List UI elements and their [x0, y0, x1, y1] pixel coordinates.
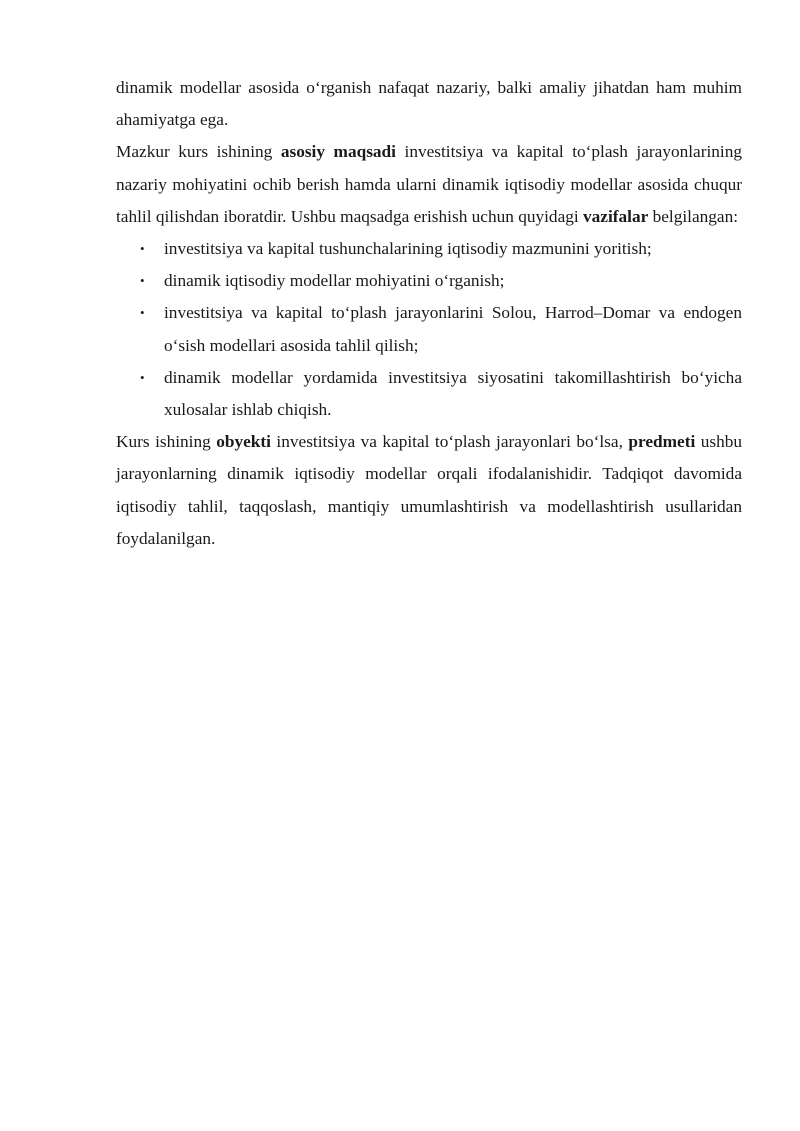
- bullet-icon: •: [140, 305, 145, 321]
- bullet-icon: •: [140, 241, 145, 257]
- paragraph-text: investitsiya va kapital to‘plash jarayonlari bo‘lsa,: [270, 432, 629, 452]
- list-item: [116, 265, 742, 297]
- document-page: [116, 72, 742, 555]
- list-item-text: investitsiya va kapital tushunchalarining iqtisodiy mazmunini yoritish;: [164, 239, 652, 259]
- paragraph-text: ushbu jarayonlarning dinamik iqtisodiy modellar orqali ifodalanishidir. Tadqiqot davomida iqtisodiy tahlil, taqqoslash, mantiqiy umumlashtirish va modellashtirish usullaridan foydalanilgan.: [116, 432, 743, 548]
- list-item: [116, 233, 742, 265]
- emphasis-object: obyekti: [216, 432, 271, 452]
- paragraph-text: Mazkur kurs ishining: [116, 142, 281, 162]
- bullet-icon: •: [140, 273, 145, 289]
- list-item-text: dinamik modellar yordamida investitsiya siyosatini takomillashtirish bo‘yicha xulosalar ishlab chiqish.: [164, 367, 742, 420]
- emphasis-main-goal: asosiy maqsadi: [280, 142, 396, 162]
- bullet-icon: •: [140, 369, 145, 385]
- paragraph-text: investitsiya va kapital to‘plash jarayonlarining nazariy mohiyatini ochib berish hamda ularni dinamik iqtisodiy modellar asosida chuqur tahlil qilishdan iboratdir. Ushbu maqsadga erishish uchun quyidagi: [116, 142, 743, 226]
- emphasis-subject: predmeti: [628, 432, 696, 452]
- emphasis-tasks: vazifalar: [583, 206, 649, 226]
- paragraph-object-subject: [116, 426, 742, 555]
- list-item: [116, 297, 742, 361]
- paragraph-text: dinamik modellar asosida o‘rganish nafaqat nazariy, balki amaliy jihatdan ham muhim ahamiyatga ega.: [116, 78, 742, 130]
- list-item-text: investitsiya va kapital to‘plash jarayonlarini Solou, Harrod–Domar va endogen o‘sish modellari asosida tahlil qilish;: [164, 303, 742, 355]
- list-item-text: dinamik iqtisodiy modellar mohiyatini o‘rganish;: [164, 271, 505, 291]
- paragraph-goal: [116, 136, 742, 233]
- list-item: [116, 362, 742, 426]
- paragraph-text: Kurs ishining: [116, 432, 217, 452]
- paragraph-text: belgilangan:: [648, 206, 739, 226]
- paragraph-intro-continuation: [116, 72, 742, 136]
- task-list: [116, 233, 742, 426]
